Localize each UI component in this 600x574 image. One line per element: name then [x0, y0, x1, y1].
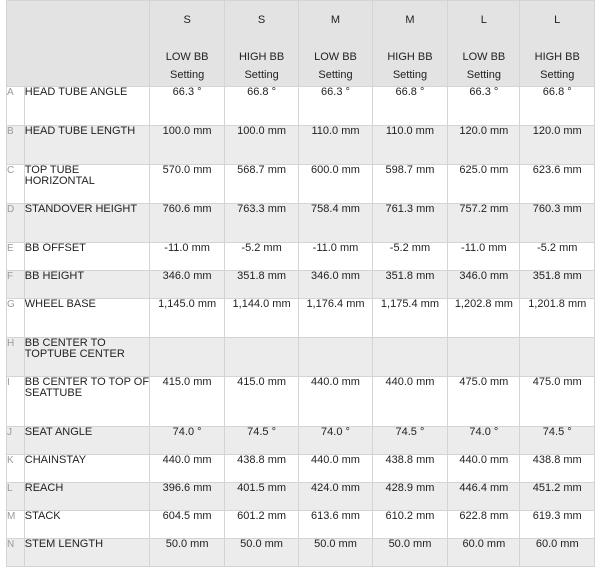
header-row	[7, 1, 595, 87]
value-cell: 66.8 °	[520, 87, 595, 126]
value-cell: 50.0 mm	[150, 539, 224, 567]
row-letter: I	[7, 377, 25, 427]
value-cell: 438.8 mm	[224, 455, 298, 483]
value-cell: 1,145.0 mm	[150, 299, 224, 338]
value-cell: 346.0 mm	[150, 271, 224, 299]
table-row	[7, 87, 595, 126]
value-cell	[299, 338, 372, 377]
value-cell: 74.0 °	[448, 427, 520, 455]
value-cell: 446.4 mm	[448, 483, 520, 511]
size-label: S	[183, 14, 191, 26]
row-label: STEM LENGTH	[24, 539, 150, 567]
value-cell: -5.2 mm	[224, 243, 298, 271]
row-label: HEAD TUBE ANGLE	[24, 87, 150, 126]
value-cell: 440.0 mm	[448, 455, 520, 483]
value-cell: 351.8 mm	[520, 271, 595, 299]
value-cell: 763.3 mm	[224, 204, 298, 243]
row-label: WHEEL BASE	[24, 299, 150, 338]
table-row	[7, 204, 595, 243]
value-cell: 440.0 mm	[150, 455, 224, 483]
row-label: SEAT ANGLE	[24, 427, 150, 455]
row-letter: G	[7, 299, 25, 338]
size-column-header	[372, 1, 448, 87]
value-cell: 66.8 °	[224, 87, 298, 126]
value-cell	[372, 338, 448, 377]
row-letter: N	[7, 539, 25, 567]
value-cell: 475.0 mm	[448, 377, 520, 427]
value-cell: 451.2 mm	[520, 483, 595, 511]
row-letter: F	[7, 271, 25, 299]
setting-label: LOW BB Setting	[314, 51, 357, 81]
table-row	[7, 427, 595, 455]
value-cell: -11.0 mm	[448, 243, 520, 271]
row-label: STANDOVER HEIGHT	[24, 204, 150, 243]
value-cell: 100.0 mm	[150, 126, 224, 165]
table-row	[7, 126, 595, 165]
value-cell: 601.2 mm	[224, 511, 298, 539]
size-label: L	[554, 14, 561, 26]
value-cell: 1,176.4 mm	[299, 299, 372, 338]
table-row	[7, 455, 595, 483]
size-column-header	[299, 1, 372, 87]
table-row	[7, 483, 595, 511]
value-cell: 1,175.4 mm	[372, 299, 448, 338]
row-letter: K	[7, 455, 25, 483]
value-cell: 351.8 mm	[372, 271, 448, 299]
value-cell: 568.7 mm	[224, 165, 298, 204]
value-cell: 758.4 mm	[299, 204, 372, 243]
value-cell: 623.6 mm	[520, 165, 595, 204]
row-label: STACK	[24, 511, 150, 539]
row-letter: M	[7, 511, 25, 539]
size-label: M	[330, 14, 341, 26]
size-column-header	[520, 1, 595, 87]
value-cell: 66.3 °	[150, 87, 224, 126]
value-cell: 438.8 mm	[372, 455, 448, 483]
value-cell: 438.8 mm	[520, 455, 595, 483]
table-row	[7, 338, 595, 377]
setting-label: HIGH BB Setting	[387, 51, 433, 81]
setting-label: HIGH BB Setting	[238, 51, 285, 81]
value-cell: 1,201.8 mm	[520, 299, 595, 338]
value-cell: 757.2 mm	[448, 204, 520, 243]
row-letter: C	[7, 165, 25, 204]
value-cell	[520, 338, 595, 377]
value-cell: 100.0 mm	[224, 126, 298, 165]
geometry-table-body	[7, 87, 595, 567]
setting-label: LOW BB Setting	[165, 51, 209, 81]
row-label: TOP TUBE HORIZONTAL	[24, 165, 150, 204]
value-cell: 66.3 °	[299, 87, 372, 126]
value-cell: 74.5 °	[224, 427, 298, 455]
value-cell: 74.0 °	[299, 427, 372, 455]
value-cell: 346.0 mm	[448, 271, 520, 299]
value-cell: 598.7 mm	[372, 165, 448, 204]
value-cell: 110.0 mm	[372, 126, 448, 165]
row-label: BB HEIGHT	[24, 271, 150, 299]
value-cell: 760.6 mm	[150, 204, 224, 243]
setting-label: LOW BB Setting	[462, 51, 506, 81]
value-cell: 625.0 mm	[448, 165, 520, 204]
size-column-header	[448, 1, 520, 87]
value-cell: 120.0 mm	[448, 126, 520, 165]
row-label: BB OFFSET	[24, 243, 150, 271]
value-cell: -11.0 mm	[299, 243, 372, 271]
value-cell: 401.5 mm	[224, 483, 298, 511]
geometry-table	[6, 0, 595, 567]
value-cell: 120.0 mm	[520, 126, 595, 165]
value-cell: 600.0 mm	[299, 165, 372, 204]
table-row	[7, 299, 595, 338]
value-cell: 351.8 mm	[224, 271, 298, 299]
size-label: S	[257, 14, 266, 26]
row-letter: H	[7, 338, 25, 377]
value-cell: 66.8 °	[372, 87, 448, 126]
value-cell: 428.9 mm	[372, 483, 448, 511]
setting-label: HIGH BB Setting	[534, 51, 580, 81]
row-letter: D	[7, 204, 25, 243]
value-cell: 570.0 mm	[150, 165, 224, 204]
value-cell: 440.0 mm	[299, 455, 372, 483]
table-row	[7, 243, 595, 271]
size-label: L	[480, 14, 487, 26]
table-row	[7, 539, 595, 567]
value-cell: 60.0 mm	[448, 539, 520, 567]
value-cell: 613.6 mm	[299, 511, 372, 539]
value-cell: 440.0 mm	[372, 377, 448, 427]
value-cell: 74.0 °	[150, 427, 224, 455]
value-cell: 60.0 mm	[520, 539, 595, 567]
value-cell: 1,202.8 mm	[448, 299, 520, 338]
row-label: BB CENTER TO TOPTUBE CENTER	[24, 338, 150, 377]
row-label: BB CENTER TO TOP OF SEATTUBE	[24, 377, 150, 427]
value-cell: 50.0 mm	[372, 539, 448, 567]
value-cell: 760.3 mm	[520, 204, 595, 243]
value-cell: 424.0 mm	[299, 483, 372, 511]
table-row	[7, 377, 595, 427]
value-cell: 50.0 mm	[224, 539, 298, 567]
value-cell: 74.5 °	[372, 427, 448, 455]
size-column-header	[224, 1, 298, 87]
row-letter: B	[7, 126, 25, 165]
value-cell: 622.8 mm	[448, 511, 520, 539]
value-cell: 475.0 mm	[520, 377, 595, 427]
table-row	[7, 511, 595, 539]
value-cell: 610.2 mm	[372, 511, 448, 539]
value-cell	[150, 338, 224, 377]
row-letter: A	[7, 87, 25, 126]
value-cell: 440.0 mm	[299, 377, 372, 427]
value-cell: 415.0 mm	[150, 377, 224, 427]
table-row	[7, 271, 595, 299]
size-label: M	[405, 14, 415, 26]
row-label: REACH	[24, 483, 150, 511]
header-corner	[7, 1, 150, 87]
value-cell: 604.5 mm	[150, 511, 224, 539]
value-cell	[224, 338, 298, 377]
row-letter: J	[7, 427, 25, 455]
value-cell: 66.3 °	[448, 87, 520, 126]
row-letter: L	[7, 483, 25, 511]
value-cell: 619.3 mm	[520, 511, 595, 539]
row-label: HEAD TUBE LENGTH	[24, 126, 150, 165]
value-cell	[448, 338, 520, 377]
value-cell: 74.5 °	[520, 427, 595, 455]
size-column-header	[150, 1, 224, 87]
value-cell: 346.0 mm	[299, 271, 372, 299]
value-cell: 1,144.0 mm	[224, 299, 298, 338]
value-cell: 415.0 mm	[224, 377, 298, 427]
row-label: CHAINSTAY	[24, 455, 150, 483]
value-cell: 110.0 mm	[299, 126, 372, 165]
value-cell: 50.0 mm	[299, 539, 372, 567]
value-cell: -5.2 mm	[520, 243, 595, 271]
table-row	[7, 165, 595, 204]
value-cell: 396.6 mm	[150, 483, 224, 511]
value-cell: -5.2 mm	[372, 243, 448, 271]
row-letter: E	[7, 243, 25, 271]
value-cell: 761.3 mm	[372, 204, 448, 243]
value-cell: -11.0 mm	[150, 243, 224, 271]
